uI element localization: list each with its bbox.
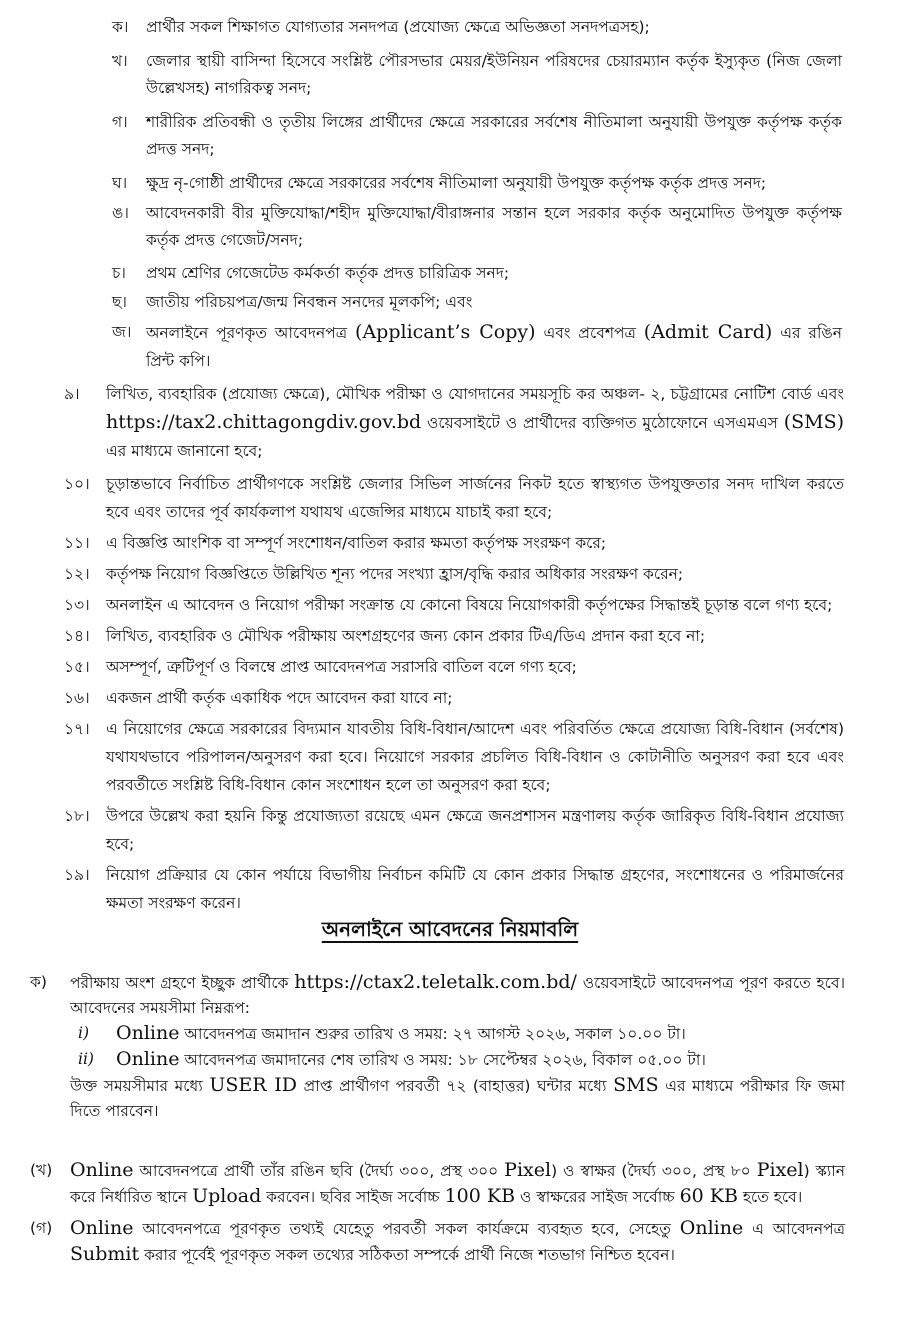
list-item-label: ১৪। — [64, 627, 90, 645]
list-item-text: আবেদনকারী বীর মুক্তিযোদ্ধা/শহীদ মুক্তিযোদ্ধা/বীরাঙ্গনার সন্তান হলে সরকার কর্তৃক অনুমোদিত উপযুক্ত কর্তৃপক্ষ কর্তৃক প্রদত্ত গেজেট/সনদ; — [146, 204, 842, 249]
list-item — [64, 861, 844, 917]
apply-website-text: https://ctax2.teletalk.com.bd/ — [294, 971, 577, 993]
list-item-text: এ বিজ্ঞপ্তি আংশিক বা সম্পূর্ণ সংশোধন/বাতিল করার ক্ষমতা কর্তৃপক্ষ সংরক্ষণ করে; — [106, 534, 607, 552]
list-item — [112, 289, 842, 316]
list-item — [112, 170, 842, 197]
list-item — [64, 622, 844, 650]
deadline-list — [78, 1021, 845, 1073]
section-heading: অনলাইনে আবেদনের নিয়মাবলি — [321, 917, 579, 941]
list-item-label: জ। — [112, 323, 132, 341]
list-item-label: ঘ। — [112, 174, 128, 192]
list-item — [64, 380, 844, 465]
list-item-text: এ নিয়োগের ক্ষেত্রে সরকারের বিদ্যমান যাবতীয় বিধি-বিধান/আদেশ এবং পরিবর্তিত ক্ষেত্রে প্রযোজ্য বিধি-বিধান (সর্বশেষ) যথাযথভাবে পরিপালন/অনুসরণ করা হবে। নিয়োগে সরকার প্রচলিত বিধি-বিধান ও কোটানীতি অনুসরণ করা হবে এবং পরবর্তীতে সংশ্লিষ্ট বিধি-বিধান কোন সংশোধন হলে তা অনুসরণ করা হবে; — [106, 720, 844, 794]
end-date-item: ii) Online আবেদনপত্র জমাদানের শেষ তারিখ ও সময়: ১৮ সেপ্টেম্বর ২০২৬, বিকাল ০৫.০০ টা। — [78, 1048, 706, 1070]
list-item-label: ১০। — [64, 475, 90, 493]
list-item-text: নিয়োগ প্রক্রিয়ার যে কোন পর্যায়ে বিভাগীয় নির্বাচন কমিটি যে কোন প্রকার সিদ্ধান্ত গ্রহণের, সংশোধনের ও পরিমার্জনের ক্ষমতা সংরক্ষণ করেন। — [106, 866, 844, 912]
list-item-label: ক) — [30, 973, 47, 991]
list-item-label: ছ। — [112, 293, 127, 311]
list-item — [112, 48, 842, 102]
rule-item-kha — [30, 1158, 845, 1210]
list-item-text: উপরে উল্লেখ করা হয়নি কিন্তু প্রযোজ্যতা রয়েছে এমন ক্ষেত্রে জনপ্রশাসন মন্ত্রণালয় কর্তৃক জারিকৃত বিধি-বিধান প্রযোজ্য হবে; — [106, 807, 844, 853]
list-item — [64, 684, 844, 712]
list-item-text: Online আবেদনপত্রে পূরণকৃত তথ্যই যেহেতু পরবর্তী সকল কার্যক্রমে ব্যবহৃত হবে, সেহেতু Online এ আবেদনপত্র Submit করার পূর্বেই পূরণকৃত সকল তথ্যের সঠিকতা সম্পর্কে প্রার্থী নিজে শতভাগ নিশ্চিত হবেন। — [70, 1217, 845, 1265]
list-item-label: ১৬। — [64, 689, 90, 707]
list-item-label: ১৩। — [64, 596, 90, 614]
list-item-text: কর্তৃপক্ষ নিয়োগ বিজ্ঞপ্তিতে উল্লিখিত শূন্য পদের সংখ্যা হ্রাস/বৃদ্ধি করার অধিকার সংরক্ষণ করেন; — [106, 565, 684, 583]
list-item — [112, 109, 842, 163]
list-item — [64, 653, 844, 681]
fee-note: উক্ত সময়সীমার মধ্যে USER ID প্রাপ্ত প্রার্থীগণ পরবর্তী ৭২ (বাহাত্তর) ঘন্টার মধ্যে SMS এর মাধ্যমে পরীক্ষার ফি জমা দিতে পারবেন। — [70, 1074, 845, 1120]
list-item-label: ১৫। — [64, 658, 90, 676]
list-item-label: (খ) — [30, 1161, 53, 1179]
list-item — [64, 591, 844, 619]
list-item-label: ১৭। — [64, 720, 90, 738]
list-item — [64, 802, 844, 858]
rule-item-ga — [30, 1216, 845, 1268]
list-item-text: জেলার স্থায়ী বাসিন্দা হিসেবে সংশ্লিষ্ট পৌরসভার মেয়র/ইউনিয়ন পরিষদের চেয়ারম্যান কর্তৃক ইস্যুকৃত (নিজ জেলা উল্লেখসহ) নাগরিকত্ব সনদ; — [146, 52, 842, 97]
document-list — [112, 14, 842, 375]
list-item-text: অসম্পূর্ণ, ত্রুটিপূর্ণ ও বিলম্বে প্রাপ্ত আবেদনপত্র সরাসরি বাতিল বলে গণ্য হবে; — [106, 658, 577, 676]
list-item-label: ঙ। — [112, 204, 129, 222]
list-item-text: অনলাইনে পূরণকৃত আবেদনপত্র (Applicant’s Copy) এবং প্রবেশপত্র (Admit Card) এর রঙিন প্রিন্ট কপি। — [146, 321, 842, 370]
list-item-text: অনলাইন এ আবেদন ও নিয়োগ পরীক্ষা সংক্রান্ত যে কোনো বিষয়ে নিয়োগকারী কর্তৃপক্ষের সিদ্ধান্তই চূড়ান্ত বলে গণ্য হবে; — [106, 596, 833, 614]
list-item — [112, 260, 842, 287]
list-item-text: জাতীয় পরিচয়পত্র/জন্ম নিবন্ধন সনদের মূলকপি; এবং — [146, 293, 473, 311]
list-item-label: খ। — [112, 52, 128, 70]
list-item-label: (গ) — [30, 1219, 53, 1237]
list-item-label: ১৮। — [64, 807, 90, 825]
list-item-text: Online আবেদনপত্রে প্রার্থী তাঁর রঙিন ছবি (দৈর্ঘ্য ৩০০, প্রস্থ ৩০০ Pixel) ও স্বাক্ষর (দৈর্ঘ্য ৩০০, প্রস্থ ৮০ Pixel) স্ক্যান করে নির্ধারিত স্থানে Upload করবেন। ছবির সাইজ সর্বোচ্চ 100 KB ও স্বাক্ষরের সাইজ সর্বোচ্চ 60 KB হতে হবে। — [70, 1159, 845, 1207]
rule-item-ka — [30, 970, 845, 1021]
list-item — [64, 560, 844, 588]
online-rules — [30, 970, 845, 1268]
list-item-label: ১২। — [64, 565, 90, 583]
list-item — [64, 715, 844, 799]
list-item-label: ক। — [112, 18, 129, 36]
list-item — [112, 200, 842, 254]
list-item-text: ক্ষুদ্র নৃ-গোষ্ঠী প্রার্থীদের ক্ষেত্রে সরকারের সর্বশেষ নীতিমালা অনুযায়ী উপযুক্ত কর্তৃপক্ষ কর্তৃক প্রদত্ত সনদ; — [146, 174, 767, 192]
list-item-text: প্রথম শ্রেণির গেজেটেড কর্মকর্তা কর্তৃক প্রদত্ত চারিত্রিক সনদ; — [146, 264, 510, 282]
start-date-item: i) Online আবেদনপত্র জমাদান শুরুর তারিখ ও সময়: ২৭ আগস্ট ২০২৬, সকাল ১০.০০ টা। — [78, 1022, 686, 1044]
list-item-text: লিখিত, ব্যবহারিক ও মৌখিক পরীক্ষায় অংশগ্রহণের জন্য কোন প্রকার টিএ/ডিএ প্রদান করা হবে না; — [106, 627, 706, 645]
list-item-text: প্রার্থীর সকল শিক্ষাগত যোগ্যতার সনদপত্র (প্রযোজ্য ক্ষেত্রে অভিজ্ঞতা সনদপত্রসহ); — [146, 18, 650, 36]
list-item-label: ১৯। — [64, 866, 90, 884]
website-link-text: https://tax2.chittagongdiv.gov.bd — [106, 411, 422, 433]
list-item-text: পরীক্ষায় অংশ গ্রহণে ইচ্ছুক প্রার্থীকে https://ctax2.teletalk.com.bd/ ওয়েবসাইটে আবেদনপত্র পূরণ করতে হবে। আবেদনের সময়সীমা নিম্নরূপ: — [70, 971, 845, 1017]
list-item-text: শারীরিক প্রতিবন্ধী ও তৃতীয় লিঙ্গের প্রার্থীদের ক্ষেত্রে সরকারের সর্বশেষ নীতিমালা অনুযায়ী উপযুক্ত কর্তৃপক্ষ কর্তৃক প্রদত্ত সনদ; — [146, 113, 842, 158]
list-item — [112, 318, 842, 375]
list-item — [112, 14, 842, 41]
list-item-text: একজন প্রার্থী কর্তৃক একাধিক পদে আবেদন করা যাবে না; — [106, 689, 453, 707]
list-item-text: চূড়ান্তভাবে নির্বাচিত প্রার্থীগণকে সংশ্লিষ্ট জেলার সিভিল সার্জনের নিকট হতে স্বাস্থ্যগত উপযুক্ততার সনদ দাখিল করতে হবে এবং তাদের পূর্ব কার্যকলাপ যথাযথ এজেন্সির মাধ্যমে যাচাই করা হবে; — [106, 475, 844, 521]
list-item-label: ৯। — [64, 385, 80, 403]
list-item-text: লিখিত, ব্যবহারিক (প্রযোজ্য ক্ষেত্রে), মৌখিক পরীক্ষা ও যোগদানের সময়সূচি কর অঞ্চল- ২, চট্টগ্রামের নোটিশ বোর্ড এবং https://tax2.chittagongdiv.gov.bd ওয়েবসাইটে ও প্রার্থীদের ব্যক্তিগত মুঠোফোনে এসএমএস (SMS) এর মাধ্যমে জানানো হবে; — [106, 385, 844, 460]
list-item — [64, 529, 844, 557]
list-item — [64, 470, 844, 526]
list-item-label: গ। — [112, 113, 128, 131]
conditions-list — [64, 380, 844, 920]
list-item-label: চ। — [112, 264, 126, 282]
list-item-label: ১১। — [64, 534, 90, 552]
